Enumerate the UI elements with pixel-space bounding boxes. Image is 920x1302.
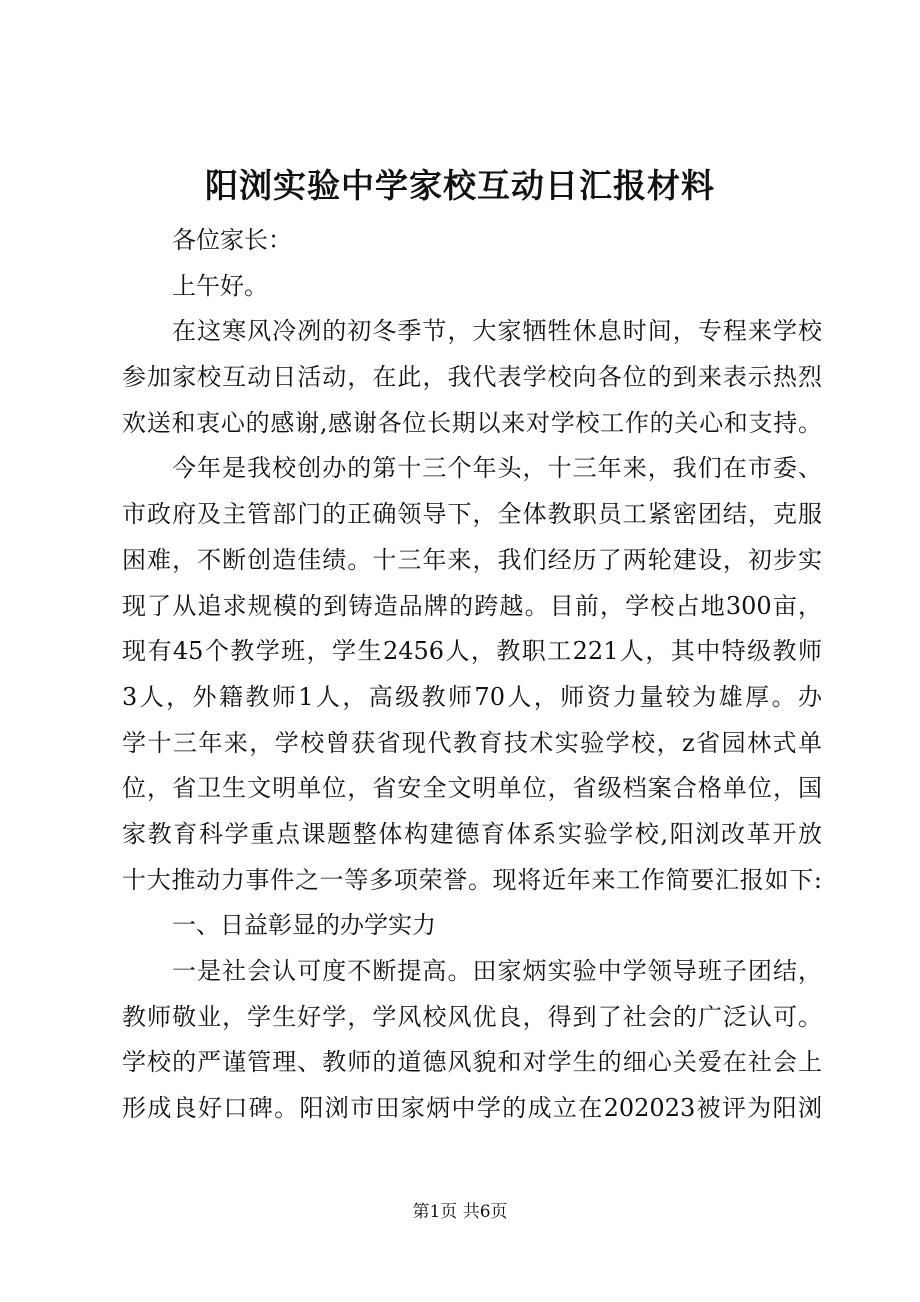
paragraph-line: 家教育科学重点课题整体构建德育体系实验学校,阳浏改革开放 <box>122 819 822 848</box>
paragraph-line: 十大推动力事件之一等多项荣誉。现将近年来工作简要汇报如下: <box>122 865 822 894</box>
paragraph-line: 教师敬业，学生好学，学风校风优良，得到了社会的广泛认可。 <box>122 1002 822 1031</box>
paragraph-line: 学十三年来，学校曾获省现代教育技术实验学校，z省园林式单 <box>122 728 822 757</box>
paragraph-line: 学校的严谨管理、教师的道德风貌和对学生的细心关爱在社会上 <box>122 1048 822 1077</box>
paragraph-line: 市政府及主管部门的正确领导下，全体教职员工紧密团结，克服 <box>122 500 822 529</box>
document-body <box>122 218 822 1132</box>
paragraph-line: 现了从追求规模的到铸造品牌的跨越。目前，学校占地300亩， <box>122 591 822 620</box>
paragraph-line: 在这寒风冷冽的初冬季节，大家牺牲休息时间，专程来学校 <box>172 317 822 346</box>
document-title: 阳浏实验中学家校互动日汇报材料 <box>205 166 715 205</box>
paragraph-line: 位，省卫生文明单位，省安全文明单位，省级档案合格单位，国 <box>122 774 822 803</box>
paragraph-line: 困难，不断创造佳绩。十三年来，我们经历了两轮建设，初步实 <box>122 545 822 574</box>
paragraph-line: 参加家校互动日活动，在此，我代表学校向各位的到来表示热烈 <box>122 363 822 392</box>
paragraph-line: 一是社会认可度不断提高。田家炳实验中学领导班子团结， <box>172 957 822 985</box>
salutation-line: 各位家长： <box>172 226 292 254</box>
paragraph-line: 欢送和衷心的感谢,感谢各位长期以来对学校工作的关心和支持。 <box>122 408 822 437</box>
page-number-footer: 第1页 共6页 <box>412 1202 508 1222</box>
section-heading: 一、日益彰显的办学实力 <box>172 911 436 940</box>
paragraph-line: 今年是我校创办的第十三个年头，十三年来，我们在市委、 <box>172 454 822 483</box>
greeting-line: 上午好。 <box>172 271 268 300</box>
paragraph-line: 现有45个教学班，学生2456人，教职工221人，其中特级教师 <box>122 637 822 666</box>
paragraph-line: 3人，外籍教师1人，高级教师70人，师资力量较为雄厚。办 <box>122 682 822 711</box>
paragraph-line: 形成良好口碑。阳浏市田家炳中学的成立在202023被评为阳浏 <box>122 1094 822 1123</box>
